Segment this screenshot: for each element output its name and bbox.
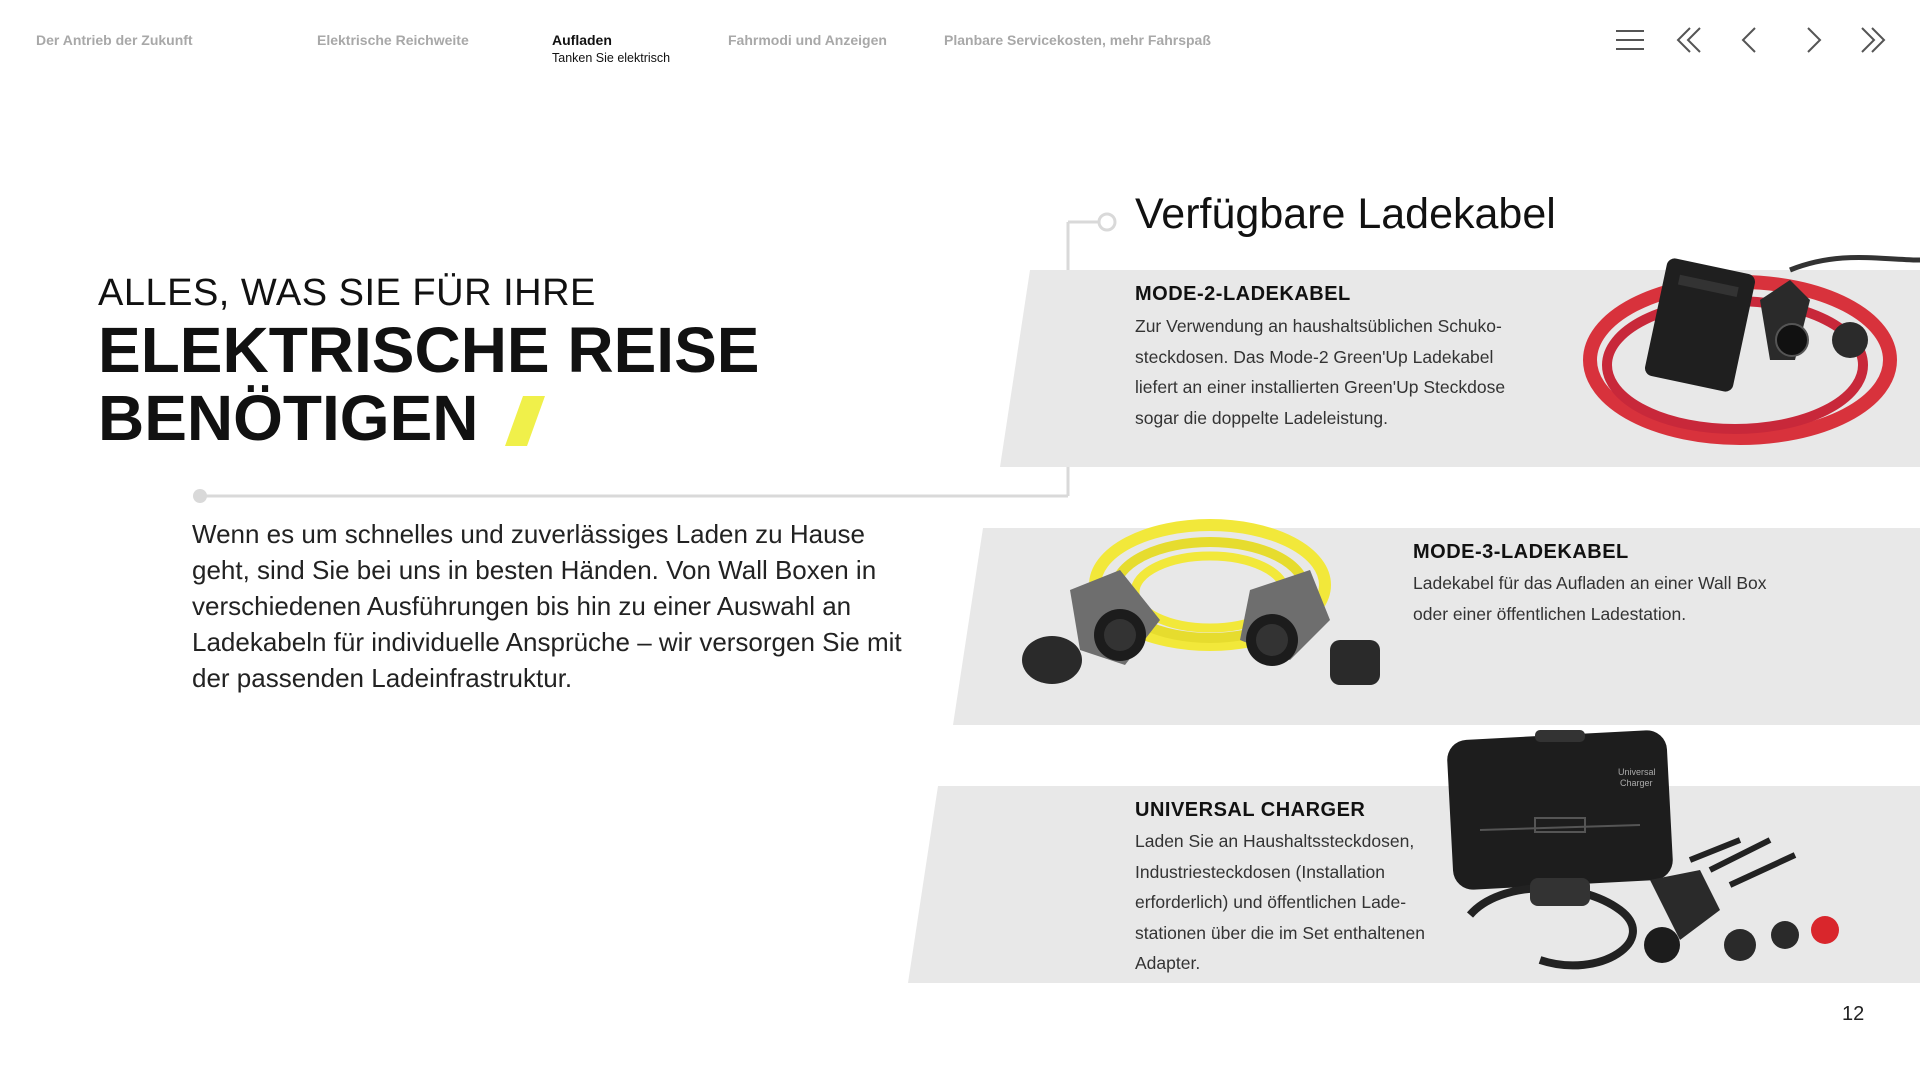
card-text-line: stationen über die im Set enthaltenen bbox=[1135, 922, 1425, 943]
next-page-icon[interactable] bbox=[1792, 20, 1832, 60]
section-title: Verfügbare Ladekabel bbox=[1135, 190, 1556, 238]
nav-item-fahrmodi[interactable]: Fahrmodi und Anzeigen bbox=[728, 32, 887, 48]
universal-charger-image bbox=[1440, 730, 1840, 1010]
card-text-line: Laden Sie an Haushaltssteckdosen, bbox=[1135, 831, 1415, 851]
card-title-mode2: MODE-2-LADEKABEL bbox=[1135, 283, 1351, 305]
card-text-line: liefert an einer installierten Green'Up Steckdose bbox=[1135, 377, 1506, 397]
card-text-mode3 bbox=[1413, 568, 1833, 629]
card-text-line: erforderlich) und öffentlichen Lade- bbox=[1135, 892, 1407, 912]
case-label-1: Universal bbox=[1618, 767, 1656, 777]
card-text-mode2 bbox=[1135, 311, 1555, 433]
nav-item-aufladen-label: Aufladen bbox=[552, 32, 612, 48]
card-text-line: steckdosen. Das Mode-2 Green'Up Ladekabel bbox=[1135, 346, 1494, 367]
hero-kicker: ALLES, WAS SIE FÜR IHRE bbox=[98, 272, 596, 314]
page-number: 12 bbox=[1842, 1003, 1865, 1025]
case-label-2: Charger bbox=[1620, 778, 1653, 788]
card-title-mode3: MODE-3-LADEKABEL bbox=[1413, 541, 1629, 563]
hero-headline bbox=[98, 316, 759, 452]
card-text-universal bbox=[1135, 826, 1465, 979]
nav-item-antrieb[interactable]: Der Antrieb der Zukunft bbox=[36, 32, 193, 48]
nav-item-reichweite[interactable]: Elektrische Reichweite bbox=[317, 32, 469, 48]
card-title-universal: UNIVERSAL CHARGER bbox=[1135, 799, 1366, 821]
card-text-line: Adapter. bbox=[1135, 953, 1201, 973]
card-text-line: Industriesteckdosen (Installation bbox=[1135, 861, 1385, 882]
last-page-icon[interactable] bbox=[1852, 20, 1892, 60]
card-text-line: sogar die doppelte Ladeleistung. bbox=[1135, 407, 1388, 428]
intro-paragraph: Wenn es um schnelles und zuverlässiges Laden zu Hause geht, sind Sie bei uns in besten Händen. Von Wall Boxen in verschiedenen Ausführungen bis hin zu einer Auswahl an Ladekabeln für individuelle Ansprüche – wir versorgen Sie mit der passenden Ladeinfrastruktur. bbox=[192, 519, 902, 693]
hero-headline-line2: BENÖTIGEN bbox=[98, 382, 479, 454]
nav-item-servicekosten[interactable]: Planbare Servicekosten, mehr Fahrspaß bbox=[944, 32, 1211, 48]
previous-page-icon[interactable] bbox=[1731, 20, 1771, 60]
nav-item-aufladen[interactable] bbox=[552, 32, 670, 65]
hero-headline-line1: ELEKTRISCHE REISE bbox=[98, 314, 760, 386]
card-text-line: Ladekabel für das Aufladen an einer Wall Box bbox=[1413, 573, 1767, 593]
first-page-icon[interactable] bbox=[1670, 20, 1710, 60]
menu-icon[interactable] bbox=[1610, 20, 1650, 60]
nav-item-aufladen-subtitle: Tanken Sie elektrisch bbox=[552, 51, 671, 65]
card-text-line: Zur Verwendung an haushaltsüblichen Schuko- bbox=[1135, 316, 1502, 336]
top-navigation bbox=[0, 0, 1920, 80]
card-text-line: oder einer öffentlichen Ladestation. bbox=[1413, 603, 1687, 624]
mode3-cable-image bbox=[1010, 500, 1390, 710]
accent-slash-icon bbox=[505, 396, 545, 446]
mode2-cable-image bbox=[1560, 240, 1920, 460]
